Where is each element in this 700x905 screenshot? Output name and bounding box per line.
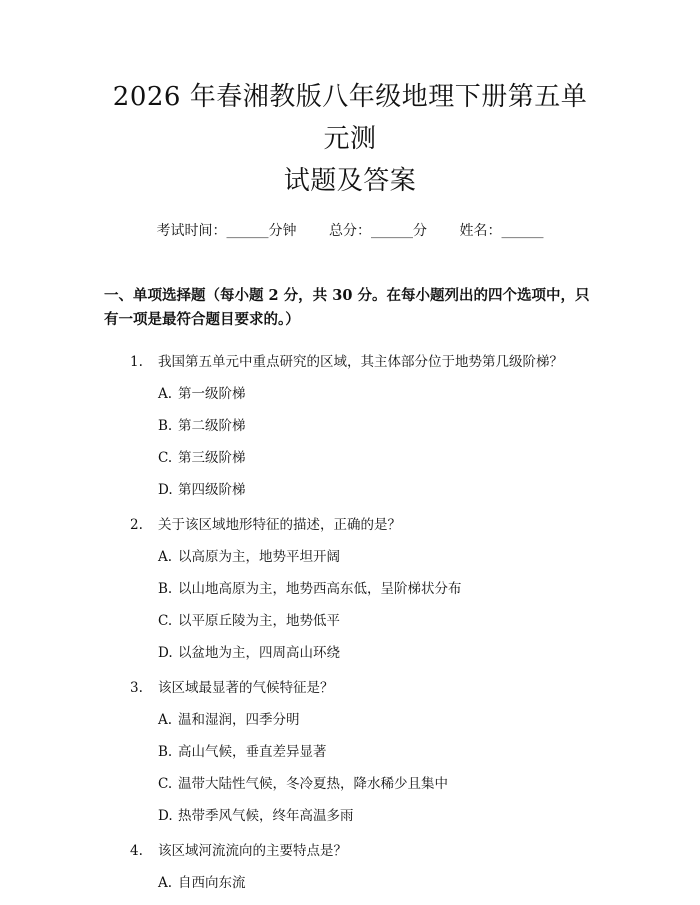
option-text: 高山气候，垂直差异显著	[178, 744, 327, 760]
question-4	[104, 841, 596, 861]
option-1c	[104, 448, 596, 468]
option-3a	[104, 710, 596, 730]
question-number: 4.	[130, 843, 143, 859]
question-text: 该区域河流流向的主要特点是？	[158, 843, 347, 859]
option-letter: B.	[158, 581, 173, 597]
option-text: 第三级阶梯	[178, 450, 246, 466]
option-letter: C.	[158, 776, 173, 792]
option-2d	[104, 643, 596, 663]
option-letter: C.	[158, 613, 173, 629]
option-letter: A.	[158, 549, 173, 565]
question-number: 3.	[130, 680, 143, 696]
option-letter: D.	[158, 645, 173, 661]
option-text: 热带季风气候，终年高温多雨	[178, 808, 354, 824]
option-text: 第一级阶梯	[178, 386, 246, 402]
option-letter: A.	[158, 386, 173, 402]
option-text: 温和湿润，四季分明	[178, 712, 300, 728]
option-text: 第四级阶梯	[178, 482, 246, 498]
option-text: 以高原为主，地势平坦开阔	[178, 549, 340, 565]
question-1	[104, 352, 596, 372]
option-1d	[104, 480, 596, 500]
question-3	[104, 678, 596, 698]
option-text: 以盆地为主，四周高山环绕	[178, 645, 340, 661]
exam-meta	[104, 220, 596, 242]
question-number: 2.	[130, 517, 143, 533]
document-title	[104, 0, 596, 202]
question-text: 该区域最显著的气候特征是？	[158, 680, 334, 696]
option-letter: C.	[158, 450, 173, 466]
question-list	[104, 352, 596, 893]
option-text: 第二级阶梯	[178, 418, 246, 434]
option-text: 以平原丘陵为主，地势低平	[178, 613, 340, 629]
option-3c	[104, 774, 596, 794]
option-letter: D.	[158, 808, 173, 824]
total-score-field: 总分：______分	[329, 223, 427, 239]
option-3d	[104, 806, 596, 826]
option-text: 以山地高原为主，地势西高东低，呈阶梯状分布	[178, 581, 462, 597]
option-letter: B.	[158, 744, 173, 760]
title-line-1: 2026 年春湘教版八年级地理下册第五单元测	[112, 82, 588, 154]
student-name-field: 姓名：______	[459, 223, 544, 239]
option-2a	[104, 547, 596, 567]
option-letter: A.	[158, 712, 173, 728]
question-text: 关于该区域地形特征的描述，正确的是？	[158, 517, 401, 533]
option-text: 温带大陆性气候，冬冷夏热，降水稀少且集中	[178, 776, 448, 792]
exam-time-field: 考试时间：______分钟	[156, 223, 297, 239]
option-3b	[104, 742, 596, 762]
option-letter: A.	[158, 875, 173, 891]
option-4a	[104, 873, 596, 893]
question-text: 我国第五单元中重点研究的区域，其主体部分位于地势第几级阶梯？	[158, 354, 563, 370]
option-1b	[104, 416, 596, 436]
option-letter: D.	[158, 482, 173, 498]
option-2c	[104, 611, 596, 631]
question-2	[104, 515, 596, 535]
option-2b	[104, 579, 596, 599]
question-number: 1.	[130, 354, 143, 370]
title-line-2: 试题及答案	[283, 166, 417, 196]
option-letter: B.	[158, 418, 173, 434]
section-heading: 一、单项选择题（每小题 2 分，共 30 分。在每小题列出的四个选项中，只有一项是最符合题目要求的。）	[104, 287, 590, 328]
option-text: 自西向东流	[178, 875, 246, 891]
option-1a	[104, 384, 596, 404]
